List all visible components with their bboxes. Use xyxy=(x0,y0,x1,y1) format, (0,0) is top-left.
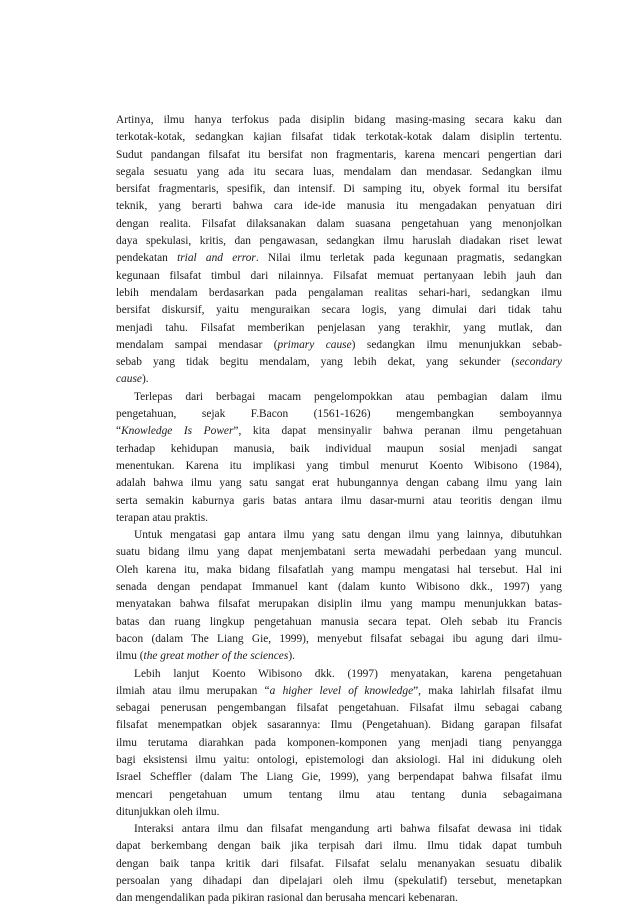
line-text: ilmu terutama diarahkan pada komponen-komponen yang menjadi tiang penyangga xyxy=(116,736,562,749)
text-line xyxy=(116,856,562,873)
line-text: persoalan yang dihadapi dan dipelajari oleh ilmu (spekulatif) tersebut, menetapkan xyxy=(116,875,562,888)
line-text: ”, kita dapat mensinyalir bahwa peranan ilmu pengetahuan xyxy=(233,425,562,438)
text-line xyxy=(116,198,562,215)
line-text: terapan atau praktis. xyxy=(116,511,209,524)
line-text: bacon (dalam The Liang Gie, 1999), menyebut filsafat sebagai ibu agung dari ilmu- xyxy=(116,632,562,645)
text-line xyxy=(116,112,562,129)
text-line xyxy=(116,873,562,890)
line-text: bagi eksistensi ilmu yaitu: ontologi, epistemologi dan aksiologi. Hal ini didukung oleh xyxy=(116,753,562,766)
line-text: Israel Scheffler (dalam The Liang Gie, 1999), yang berpendapat bahwa filsafat ilmu xyxy=(116,771,562,784)
line-text: ) sedangkan ilmu menunjukkan sebab- xyxy=(351,338,562,351)
line-text: sebab yang tidak begitu mendalam, yang lebih dekat, yang sekunder ( xyxy=(116,356,516,369)
text-line xyxy=(116,216,562,233)
line-text: terhadap kehidupan manusia, baik individual maupun sosial menjadi sangat xyxy=(116,442,562,455)
italic-term: the great mother of the sciences xyxy=(143,650,289,663)
line-text: lebih mendalam berdasarkan pada pengalaman realitas sehari-hari, sedangkan ilmu xyxy=(116,286,562,299)
text-line xyxy=(116,614,562,631)
line-text: Oleh karena itu, maka bidang filsafatlah yang mampu mengatasi hal tersebut. Hal ini xyxy=(116,563,562,576)
text-line xyxy=(116,527,562,544)
text-line xyxy=(116,752,562,769)
italic-term: secondary xyxy=(515,356,562,369)
line-text: daya spekulasi, kritis, dan pengawasan, sedangkan ilmu haruslah diadakan riset lewat xyxy=(116,235,562,248)
line-text: serta semakin kaburnya garis batas antara ilmu dasar-murni atau teoritis dengan ilmu xyxy=(116,494,562,507)
line-text: menentukan. Karena itu implikasi yang timbul menurut Koento Wibisono (1984), xyxy=(116,459,562,472)
text-line xyxy=(116,700,562,717)
line-text: menjadi tahu. Filsafat memberikan penjelasan yang terakhir, yang mutlak, dan xyxy=(116,321,562,334)
text-line xyxy=(116,562,562,579)
line-text: ). xyxy=(288,650,295,663)
text-line xyxy=(116,769,562,786)
line-text: ilmu ( xyxy=(116,650,144,663)
text-line xyxy=(116,596,562,613)
text-line xyxy=(116,544,562,561)
text-line xyxy=(116,406,562,423)
italic-term: cause xyxy=(116,373,142,386)
italic-term: a higher level of knowledge xyxy=(269,684,414,697)
text-line xyxy=(116,838,562,855)
line-text: bersifat diskursif, yaitu menguraikan secara logis, yang dimulai dari tidak tahu xyxy=(116,304,562,317)
text-line xyxy=(116,250,562,267)
line-text: adalah bahwa ilmu yang satu sangat erat hubungannya dengan cabang ilmu yang lain xyxy=(116,477,562,490)
text-line xyxy=(116,268,562,285)
line-text: segala sesuatu yang ada itu secara luas, mendalam dan mendasar. Sedangkan ilmu xyxy=(116,165,562,178)
text-line xyxy=(116,389,562,406)
line-text: . Nilai ilmu terletak pada kegunaan pragmatis, sedangkan xyxy=(255,252,562,265)
text-line xyxy=(116,631,562,648)
line-text: filsafat menempatkan objek sasarannya: Ilmu (Pengetahuan). Bidang garapan filsafat xyxy=(116,719,562,732)
line-text: sebagai penerusan pengembangan filsafat pengetahuan. Filsafat ilmu sebagai cabang xyxy=(116,702,562,715)
line-text: Interaksi antara ilmu dan filsafat mengandung arti bahwa filsafat dewasa ini tidak xyxy=(134,823,562,836)
text-line xyxy=(116,475,562,492)
italic-term: primary cause xyxy=(277,338,352,351)
line-text: Sudut pandangan filsafat itu bersifat non fragmentaris, karena mencari pengertian dari xyxy=(116,148,562,161)
text-line xyxy=(116,164,562,181)
text-line xyxy=(116,804,562,821)
text-line xyxy=(116,371,562,388)
line-text: suatu bidang ilmu yang dapat menjembatani serta mewadahi perbedaan yang muncul. xyxy=(116,546,562,559)
text-line xyxy=(116,147,562,164)
text-line xyxy=(116,320,562,337)
line-text: ). xyxy=(141,373,149,386)
text-line xyxy=(116,648,562,665)
document-body xyxy=(116,112,562,908)
line-text: Untuk mengatasi gap antara ilmu yang satu dengan ilmu yang lainnya, dibutuhkan xyxy=(134,529,562,542)
line-text: bersifat fragmentaris, spesifik, dan intensif. Di samping itu, obyek formal itu bersifat xyxy=(116,183,562,196)
line-text: Artinya, ilmu hanya terfokus pada disiplin bidang masing-masing secara kaku dan xyxy=(116,114,562,126)
text-line xyxy=(116,683,562,700)
line-text: pengetahuan, sejak F.Bacon (1561-1626) mengembangkan semboyannya xyxy=(116,408,562,421)
line-text: Terlepas dari berbagai macam pengelompokkan atau pembagian dalam ilmu xyxy=(134,390,562,403)
text-line xyxy=(116,423,562,440)
text-line xyxy=(116,441,562,458)
line-text: kegunaan filsafat timbul dari nilainnya. Filsafat memuat pertanyaan lebih jauh dan xyxy=(116,269,562,282)
text-line xyxy=(116,181,562,198)
line-text: ditunjukkan oleh ilmu. xyxy=(116,805,220,818)
text-line xyxy=(116,458,562,475)
text-line xyxy=(116,233,562,250)
line-text: ”, maka lahirlah filsafat ilmu xyxy=(413,684,562,697)
line-text: Lebih lanjut Koento Wibisono dkk. (1997) menyatakan, karena pengetahuan xyxy=(134,667,562,680)
line-text: terkotak-kotak, sedangkan kajian filsafat tidak terkotak-kotak dalam disiplin tertentu. xyxy=(116,131,562,144)
line-text: batas dan ruang lingkup pengetahuan manusia secara tepat. Oleh sebab itu Francis xyxy=(116,615,562,628)
line-text: dan mengendalikan pada pikiran rasional dan berusaha mencari kebenaran. xyxy=(116,892,458,905)
line-text: dapat berkembang dengan baik jika terpisah dari ilmu. Ilmu tidak dapat tumbuh xyxy=(116,840,562,853)
line-text: dengan realita. Filsafat dilaksanakan dalam suasana pengetahuan yang menonjolkan xyxy=(116,217,562,230)
text-line xyxy=(116,787,562,804)
text-line xyxy=(116,890,562,907)
text-line xyxy=(116,717,562,734)
text-line xyxy=(116,510,562,527)
text-line xyxy=(116,493,562,510)
text-line xyxy=(116,302,562,319)
text-line xyxy=(116,337,562,354)
text-line xyxy=(116,354,562,371)
text-line xyxy=(116,666,562,683)
line-text: pendekatan xyxy=(116,252,178,265)
line-text: senada dengan pendapat Immanuel kant (dalam kunto Wibisono dkk., 1997) yang xyxy=(116,581,562,594)
text-line xyxy=(116,735,562,752)
line-text: dengan baik tanpa kritik dari filsafat. Filsafat selalu menanyakan sesuatu dibalik xyxy=(116,857,562,870)
line-text: mencari pengetahuan umum tentang ilmu atau tentang dunia sebagaimana xyxy=(116,788,562,801)
line-text: ilmiah atau ilmu merupakan “ xyxy=(116,684,270,697)
text-line xyxy=(116,579,562,596)
line-text: “ xyxy=(116,425,122,438)
text-line xyxy=(116,129,562,146)
line-text: mendalam sampai mendasar ( xyxy=(116,338,278,351)
text-line xyxy=(116,821,562,838)
italic-term: trial and error xyxy=(177,252,256,265)
text-line xyxy=(116,285,562,302)
line-text: menyatakan bahwa filsafat merupakan disiplin ilmu yang mampu menunjukkan batas- xyxy=(116,598,562,611)
italic-term: Knowledge Is Power xyxy=(121,425,234,438)
line-text: teknik, yang berarti bahwa cara ide-ide manusia itu mengadakan penyatuan diri xyxy=(116,200,562,213)
